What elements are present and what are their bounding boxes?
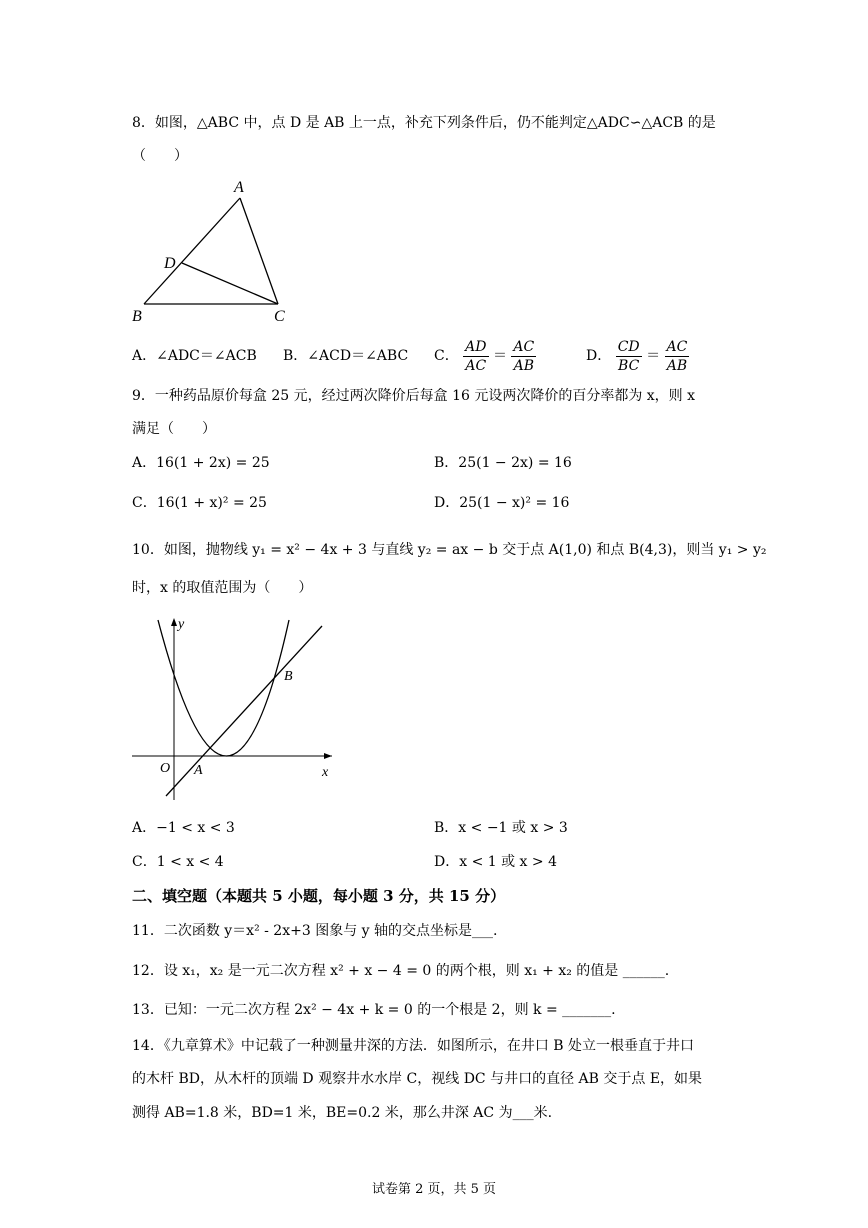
- q10-stem-line2: 时，x 的取值范围为（ ）: [132, 580, 313, 596]
- q10-option-c: C．1 < x < 4: [132, 854, 224, 870]
- frac-num: AC: [666, 338, 688, 355]
- page-footer: 试卷第 2 页，共 5 页: [371, 1182, 497, 1197]
- q8-option-a: A．∠ADC＝∠ACB: [132, 348, 257, 364]
- frac-den: BC: [618, 357, 640, 374]
- q10-label-b: B: [284, 669, 293, 684]
- frac-den: AC: [465, 357, 487, 374]
- frac-den: AB: [666, 357, 688, 374]
- q13-text: 13．已知：一元二次方程 2x² − 4x + k = 0 的一个根是 2，则 k = _______.: [132, 1002, 616, 1018]
- q9-stem-line2: 满足（ ）: [132, 421, 216, 437]
- frac-num: AC: [513, 338, 535, 355]
- q10-label-a: A: [194, 763, 203, 778]
- q14-line2: 的木杆 BD，从木杆的顶端 D 观察井水水岸 C，视线 DC 与井口的直径 AB 交于点 E，如果: [132, 1071, 703, 1087]
- section-title-fill-in: 二、填空题（本题共 5 小题，每小题 3 分，共 15 分）: [132, 887, 506, 905]
- q8-stem-line1: 8．如图，△ABC 中，点 D 是 AB 上一点，补充下列条件后，仍不能判定△ADC∽△ACB 的是: [132, 115, 716, 131]
- q10-graph-figure: [128, 614, 338, 804]
- q8-label-c: C: [274, 308, 285, 325]
- q9-option-d: D．25(1 − x)² = 16: [434, 495, 570, 511]
- q14-line1: 14．《九章算术》中记载了一种测量井深的方法．如图所示，在井口 B 处立一根垂直于井口: [132, 1038, 695, 1054]
- q14-line3: 测得 AB=1.8 米，BD=1 米，BE=0.2 米，那么井深 AC 为___米.: [132, 1105, 553, 1121]
- frac-den: AB: [513, 357, 535, 374]
- equals-sign: ＝: [492, 348, 507, 364]
- q8-option-d: [586, 337, 689, 375]
- q8-label-b: B: [132, 308, 142, 325]
- q9-option-c: C．16(1 + x)² = 25: [132, 495, 267, 511]
- q10-option-d: D．x < 1 或 x > 4: [434, 854, 557, 870]
- frac-num: AD: [465, 338, 487, 355]
- frac-num: CD: [617, 338, 640, 355]
- q12-text: 12．设 x₁，x₂ 是一元二次方程 x² + x − 4 = 0 的两个根，则 x₁ + x₂ 的值是 ______.: [132, 963, 670, 979]
- q10-label-x: x: [322, 765, 329, 780]
- q8-option-b: B．∠ACD＝∠ABC: [283, 348, 409, 364]
- q9-stem-line1: 9．一种药品原价每盒 25 元，经过两次降价后每盒 16 元设两次降价的百分率都为 x，则 x: [132, 388, 696, 404]
- equals-sign: ＝: [646, 348, 661, 364]
- q10-label-o: O: [160, 761, 171, 776]
- q8-option-d-prefix: D．: [586, 348, 612, 364]
- q11-text: 11．二次函数 y＝x² - 2x+3 图象与 y 轴的交点坐标是___.: [132, 923, 498, 939]
- q8-triangle-figure: [128, 176, 298, 328]
- q8-option-d-frac2: [665, 338, 690, 375]
- q9-option-a: A．16(1 + 2x) = 25: [132, 455, 270, 471]
- q10-option-a: A．−1 < x < 3: [132, 820, 235, 836]
- q8-label-d: D: [164, 255, 176, 272]
- q10-label-y: y: [178, 617, 185, 632]
- q9-option-b: B．25(1 − 2x) = 16: [434, 455, 572, 471]
- q8-answer-paren: （ ）: [132, 148, 188, 164]
- q10-stem-line1: 10．如图，抛物线 y₁ = x² − 4x + 3 与直线 y₂ = ax − b 交于点 A(1,0) 和点 B(4,3)，则当 y₁ > y₂: [132, 542, 767, 558]
- q8-option-c: [434, 337, 536, 375]
- q8-option-c-prefix: C．: [434, 348, 459, 364]
- q10-option-b: B．x < −1 或 x > 3: [434, 820, 568, 836]
- q8-option-d-frac1: [616, 338, 642, 375]
- q8-option-c-frac2: [511, 338, 536, 375]
- q8-option-c-frac1: [463, 338, 488, 375]
- q8-label-a: A: [234, 179, 244, 196]
